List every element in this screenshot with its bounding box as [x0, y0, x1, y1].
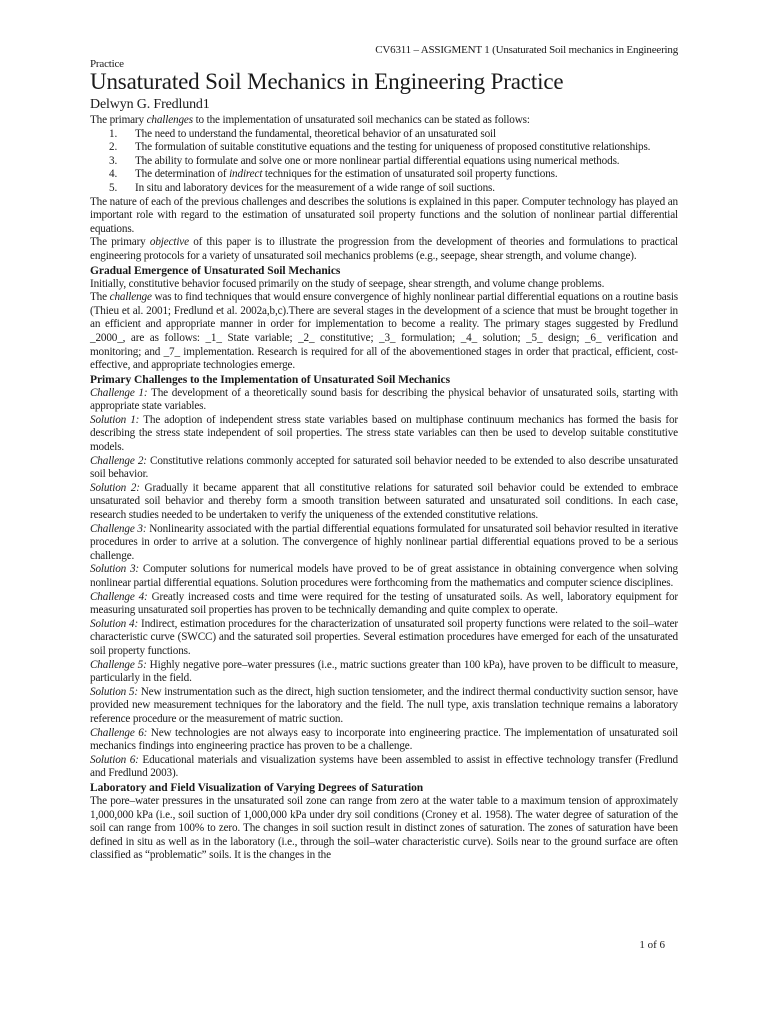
list-number: 5.: [109, 181, 118, 194]
item-label: Challenge 4:: [90, 590, 148, 603]
item-label: Solution 2:: [90, 481, 140, 494]
list-item: [109, 154, 678, 169]
item-text: Computer solutions for numerical models have proved to be of great assistance in obtaining convergence when solving nonlinear partial differential equations. Solution procedures were forthcoming from the mathematics and computer science disciplines.: [90, 563, 678, 589]
item-text: Constitutive relations commonly accepted for saturated soil behavior needed to be extended to also describe unsaturated soil behavior.: [90, 454, 678, 481]
nature-paragraph: The nature of each of the previous challenges and describes the solutions is explained in this paper. Computer technology has played an important role with regard to the estimation of unsaturated soil property functions and the solution of nonlinear partial differential equations.: [90, 195, 678, 235]
objective-text: The primary: [90, 236, 150, 249]
list-text: The need to understand the fundamental, theoretical behavior of an unsaturated soil: [135, 127, 496, 140]
page-number: 1 of 6: [639, 939, 665, 951]
challenge-solution-list: [90, 387, 678, 781]
document-title: Unsaturated Soil Mechanics in Engineering Practice: [90, 69, 564, 94]
course-line-continued: Practice: [90, 58, 124, 70]
item-text: Indirect, estimation procedures for the characterization of unsaturated soil property functions were related to the soil–water characteristic curve (SWCC) and the saturated soil properties. Several estimation procedures have emerged for each of the unsaturated soil property functions.: [90, 617, 678, 657]
list-item: [109, 127, 678, 142]
page-header: [90, 43, 678, 71]
intro-paragraph: [90, 114, 678, 128]
list-text: The determination of: [135, 168, 230, 181]
list-item: [109, 181, 678, 196]
item-text: Educational materials and visualization systems have been assembled to assist in effective technology transfer (Fredlund and Fredlund 2003).: [90, 753, 678, 780]
emergence-emphasis: challenge: [109, 291, 152, 304]
list-item: [109, 168, 678, 182]
item-label: Challenge 5:: [90, 658, 147, 671]
list-number: 3.: [109, 154, 118, 167]
item-label: Solution 4:: [90, 617, 139, 630]
challenge-solution-paragraph: [90, 659, 678, 686]
list-text-end: techniques for the estimation of unsaturated soil property functions.: [262, 168, 558, 181]
item-label: Challenge 2:: [90, 454, 147, 467]
item-text: New technologies are not always easy to incorporate into engineering practice. The implementation of unsaturated soil mechanics findings into engineering practice has proven to be a challenge.: [90, 726, 678, 753]
list-item: [109, 141, 678, 155]
section-heading-emergence: Gradual Emergence of Unsaturated Soil Mechanics: [90, 264, 341, 277]
intro-text-end: to the implementation of unsaturated soil mechanics can be stated as follows:: [192, 114, 530, 126]
item-text: Gradually it became apparent that all constitutive relations for saturated soil behavior could be extended to embrace unsaturated soil behavior and thereby form a smooth transition between saturated and unsaturated soil conditions. In each case, research studies needed to be undertaken to verify the uniqueness of the extended constitutive relations.: [90, 481, 678, 522]
objective-text-end: of this paper is to illustrate the progression from the development of theories and formulations to practical engineering protocols for a variety of unsaturated soil mechanics problems (e.g., seepage, shear strength, and volume change).: [90, 236, 678, 262]
challenge-solution-paragraph: [90, 563, 678, 590]
item-label: Challenge 3:: [90, 522, 147, 535]
course-line: CV6311 – ASSIGMENT 1 (Unsaturated Soil mechanics in Engineering: [375, 44, 678, 56]
emergence-text-end: was to find techniques that would ensure convergence of highly nonlinear partial differential equations on a routine basis (Thieu et al. 2001; Fredlund et al. 2002a,b,c).There are several stages in the development of a science that must be brought together in an efficient and appropriate manner in order for implementation to become a reality. The primary stages suggested by Fredlund _2000_, are as follows: _1_ State variable; _2_ constitutive; _3_ formulation; _4_ solution; _5_ design; _6_ verification and monitoring; and _7_ implementation. Research is required for all of the abovementioned stages in order that practical, efficient, cost-effective, and appropriate technologies emerge.: [90, 291, 678, 372]
list-number: 2.: [109, 141, 118, 154]
list-number: 1.: [109, 127, 118, 140]
list-text: In situ and laboratory devices for the measurement of a wide range of soil suctions.: [135, 181, 495, 194]
list-number: 4.: [109, 168, 118, 181]
emergence-paragraph-1: Initially, constitutive behavior focused primarily on the study of seepage, shear strength, and volume change problems.: [90, 277, 605, 290]
author-line: Delwyn G. Fredlund1: [90, 97, 210, 112]
section-heading-challenges: Primary Challenges to the Implementation of Unsaturated Soil Mechanics: [90, 373, 450, 386]
objective-emphasis: objective: [149, 236, 189, 249]
item-text: Nonlinearity associated with the partial differential equations formulated for unsaturated soil behavior resulted in iterative procedures in order to arrive at a solution. The convergence of highly nonlinear partial differential equations proved to be a serious challenge.: [90, 522, 678, 562]
item-label: Solution 1:: [90, 413, 140, 426]
challenge-solution-paragraph: [90, 727, 678, 754]
item-text: Greatly increased costs and time were required for the testing of unsaturated soils. As well, laboratory equipment for measuring unsaturated soil properties has proven to be technically demanding and quite complex to operate.: [90, 590, 678, 617]
item-label: Solution 6:: [90, 753, 139, 766]
intro-emphasis: challenges: [146, 114, 193, 126]
emergence-text: The: [90, 291, 110, 304]
intro-text: The primary: [90, 114, 147, 126]
item-text: The adoption of independent stress state variables based on multiphase continuum mechanics has formed the basis for describing the stress state independent of soil properties. The stress state variables can then be used to develop suitable constitutive models.: [90, 413, 678, 454]
item-label: Solution 5:: [90, 685, 138, 698]
challenge-solution-paragraph: [90, 455, 678, 482]
challenge-solution-paragraph: [90, 591, 678, 618]
emergence-paragraph-2: [90, 291, 678, 373]
challenge-solution-paragraph: [90, 618, 678, 659]
list-text: The ability to formulate and solve one or more nonlinear partial differential equations using numerical methods.: [135, 154, 620, 167]
challenge-solution-paragraph: [90, 523, 678, 564]
list-emphasis: indirect: [229, 168, 263, 181]
item-text: Highly negative pore–water pressures (i.e., matric suctions greater than 100 kPa), have proven to be difficult to measure, particularly in the field.: [90, 658, 678, 685]
visualization-paragraph: The pore–water pressures in the unsaturated soil zone can range from zero at the water table to a maximum tension of approximately 1,000,000 kPa (i.e., soil suction of 1,000,000 kPa under dry soil conditions (Croney et al. 1958). The water degree of saturation of the soil can range from 100% to zero. The changes in soil suction result in distinct zones of saturation. The zones of saturation have been defined in situ as well as in the laboratory (i.e., through the soil–water characteristic curve). Soils near to the ground surface are often classified as “problematic” soils. It is the changes in the: [90, 794, 678, 862]
item-text: The development of a theoretically sound basis for describing the physical behavior of unsaturated soils, starting with appropriate state variables.: [90, 386, 678, 413]
item-label: Challenge 1:: [90, 386, 148, 399]
item-text: New instrumentation such as the direct, high suction tensiometer, and the indirect thermal conductivity suction sensor, have provided new measurement techniques for the laboratory and the field. The null type, axis translation technique remains a laboratory reference procedure or the measurement of matric suction.: [90, 685, 678, 725]
challenges-list: [90, 128, 678, 196]
objective-paragraph: [90, 236, 678, 263]
challenge-solution-paragraph: [90, 414, 678, 455]
item-label: Challenge 6:: [90, 726, 148, 739]
challenge-solution-paragraph: [90, 686, 678, 727]
item-label: Solution 3:: [90, 563, 140, 576]
section-heading-visualization: Laboratory and Field Visualization of Varying Degrees of Saturation: [90, 781, 424, 794]
document-body: [90, 68, 678, 863]
list-text: The formulation of suitable constitutive equations and the testing for uniqueness of proposed constitutive relationships.: [135, 141, 651, 154]
challenge-solution-paragraph: [90, 387, 678, 414]
challenge-solution-paragraph: [90, 754, 678, 781]
challenge-solution-paragraph: [90, 482, 678, 523]
